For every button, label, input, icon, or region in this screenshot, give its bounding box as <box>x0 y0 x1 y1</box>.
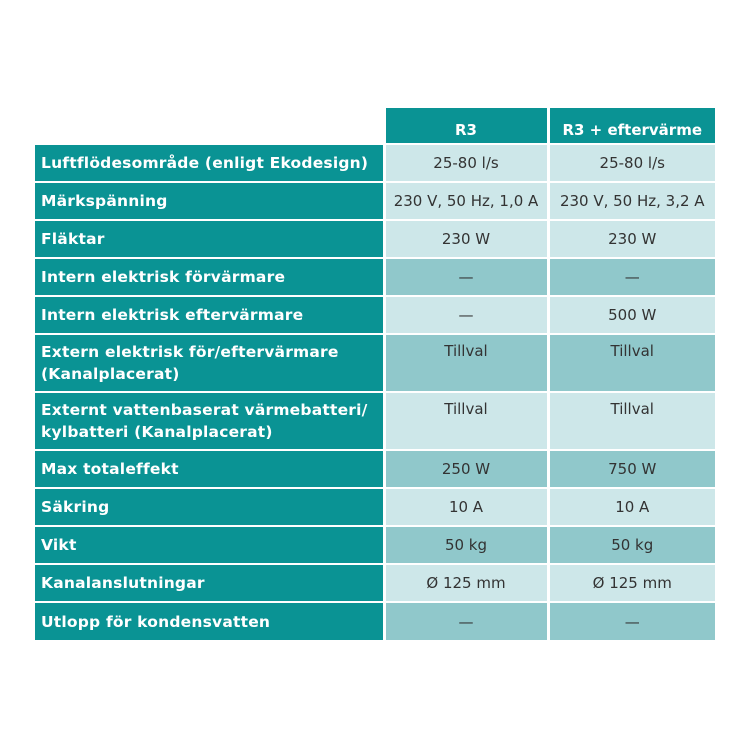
table-row <box>35 488 715 526</box>
table-row <box>35 392 715 450</box>
value-r3-eftervarme: — <box>548 258 715 296</box>
value-r3: 250 W <box>384 450 548 488</box>
row-label: Intern elektrisk förvärmare <box>35 258 384 296</box>
table-row <box>35 564 715 602</box>
value-r3: 25-80 l/s <box>384 144 548 182</box>
value-r3: — <box>384 258 548 296</box>
table-row <box>35 334 715 392</box>
row-label: Kanalanslutningar <box>35 564 384 602</box>
row-label: Max totaleffekt <box>35 450 384 488</box>
value-r3-eftervarme: — <box>548 602 715 640</box>
header-row <box>35 108 715 144</box>
row-label: Vikt <box>35 526 384 564</box>
row-label: Intern elektrisk eftervärmare <box>35 296 384 334</box>
value-r3-eftervarme: 500 W <box>548 296 715 334</box>
value-r3-eftervarme: Ø 125 mm <box>548 564 715 602</box>
value-r3: — <box>384 296 548 334</box>
table-row <box>35 144 715 182</box>
row-label: Externt vattenbaserat värmebatteri/ kylbatteri (Kanalplacerat) <box>35 392 384 450</box>
value-r3-eftervarme: Tillval <box>548 334 715 392</box>
value-r3: — <box>384 602 548 640</box>
row-label: Märkspänning <box>35 182 384 220</box>
row-label: Utlopp för kondensvatten <box>35 602 384 640</box>
value-r3-eftervarme: Tillval <box>548 392 715 450</box>
header-r3-eftervarme: R3 + eftervärme <box>548 108 715 144</box>
value-r3: 10 A <box>384 488 548 526</box>
row-label: Fläktar <box>35 220 384 258</box>
spec-table <box>35 108 715 640</box>
table-row <box>35 602 715 640</box>
table-row <box>35 296 715 334</box>
table-row <box>35 450 715 488</box>
value-r3-eftervarme: 230 W <box>548 220 715 258</box>
table-row <box>35 258 715 296</box>
row-label: Säkring <box>35 488 384 526</box>
row-label: Luftflödesområde (enligt Ekodesign) <box>35 144 384 182</box>
header-r3: R3 <box>384 108 548 144</box>
value-r3: 230 W <box>384 220 548 258</box>
value-r3-eftervarme: 230 V, 50 Hz, 3,2 A <box>548 182 715 220</box>
table-row <box>35 526 715 564</box>
value-r3: 230 V, 50 Hz, 1,0 A <box>384 182 548 220</box>
value-r3: 50 kg <box>384 526 548 564</box>
value-r3: Tillval <box>384 334 548 392</box>
value-r3: Tillval <box>384 392 548 450</box>
table-row <box>35 220 715 258</box>
header-blank <box>35 108 384 144</box>
value-r3-eftervarme: 25-80 l/s <box>548 144 715 182</box>
row-label: Extern elektrisk för/eftervärmare (Kanalplacerat) <box>35 334 384 392</box>
table-row <box>35 182 715 220</box>
value-r3: Ø 125 mm <box>384 564 548 602</box>
value-r3-eftervarme: 10 A <box>548 488 715 526</box>
value-r3-eftervarme: 50 kg <box>548 526 715 564</box>
value-r3-eftervarme: 750 W <box>548 450 715 488</box>
